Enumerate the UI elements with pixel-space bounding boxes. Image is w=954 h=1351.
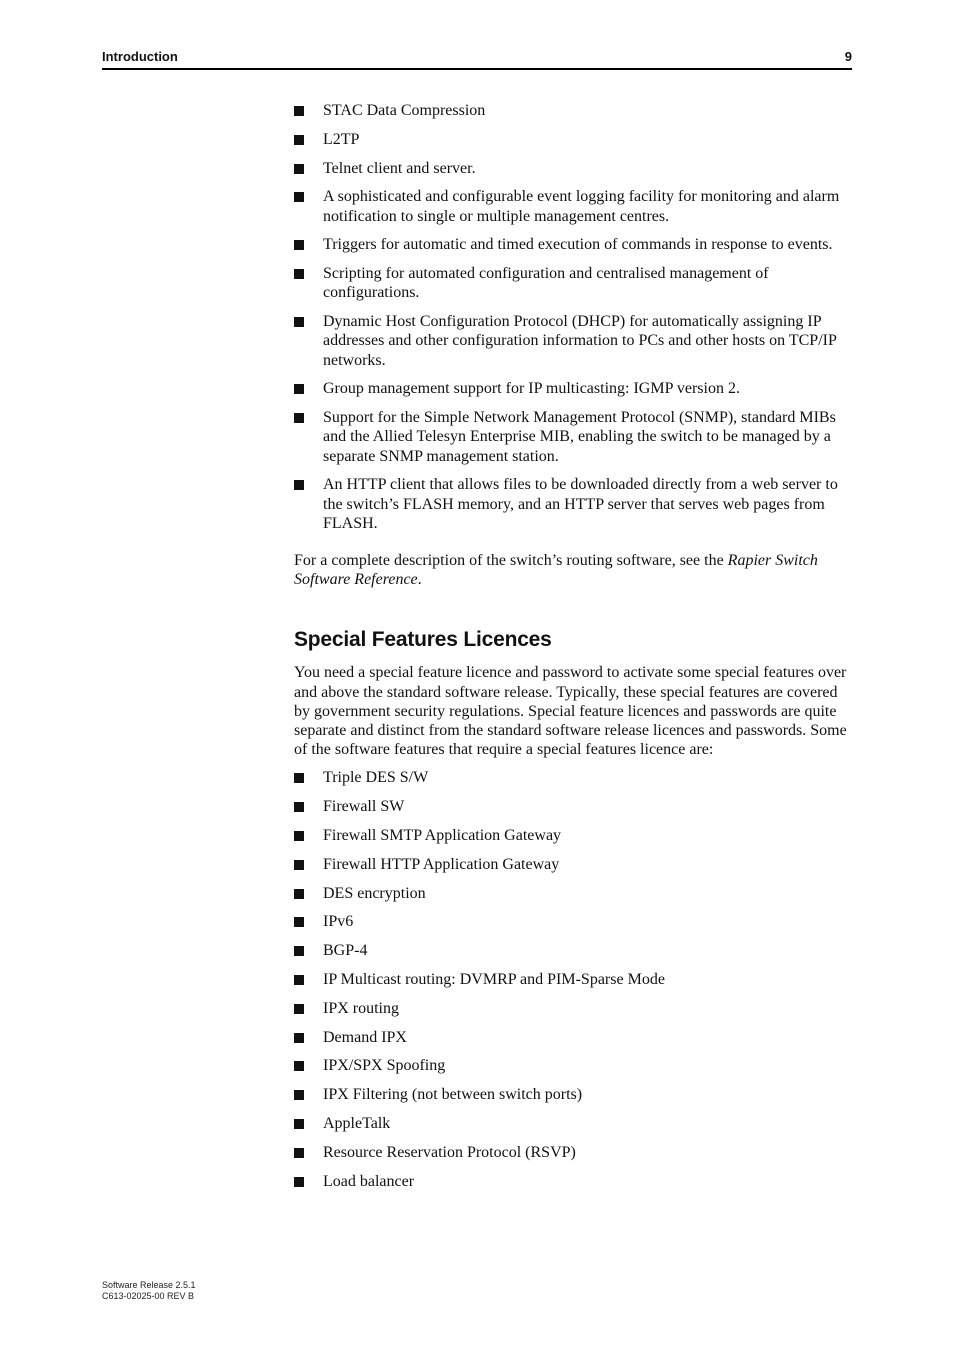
square-bullet-icon <box>294 773 304 783</box>
square-bullet-icon <box>294 860 304 870</box>
list-item <box>294 999 854 1018</box>
section-heading: Special Features Licences <box>294 628 552 652</box>
list-item <box>294 187 854 225</box>
list-item-text: Dynamic Host Configuration Protocol (DHCP) for automatically assigning IP addresses and other configuration information to PCs and other hosts on TCP/IP networks. <box>323 313 837 369</box>
list-item-text: IPX routing <box>323 999 399 1017</box>
list-item-text: Load balancer <box>323 1172 415 1190</box>
feature-list <box>294 101 854 533</box>
square-bullet-icon <box>294 1004 304 1014</box>
document-reference: Rapier Switch Software Reference <box>294 552 818 589</box>
list-item <box>294 912 854 931</box>
square-bullet-icon <box>294 1033 304 1043</box>
page-number: 9 <box>844 49 852 64</box>
list-item <box>294 408 854 466</box>
list-item <box>294 264 854 302</box>
list-item-text: An HTTP client that allows files to be downloaded directly from a web server to the switch’s FLASH memory, and an HTTP server that serves web pages from FLASH. <box>323 476 838 532</box>
paragraph-text: For a complete description of the switch’s routing software, see the <box>294 552 728 569</box>
square-bullet-icon <box>294 1119 304 1129</box>
list-item-text: Firewall SW <box>323 798 405 816</box>
list-item <box>294 159 854 178</box>
square-bullet-icon <box>294 946 304 956</box>
list-item-text: Triple DES S/W <box>323 769 429 787</box>
list-item-text: IPX/SPX Spoofing <box>323 1057 446 1075</box>
list-item <box>294 1028 854 1047</box>
document-code: C613-02025-00 REV B <box>102 1291 195 1301</box>
list-item-text: Triggers for automatic and timed execution of commands in response to events. <box>323 236 833 254</box>
list-item <box>294 312 854 370</box>
list-item-text: Group management support for IP multicasting: IGMP version 2. <box>323 380 740 398</box>
square-bullet-icon <box>294 831 304 841</box>
square-bullet-icon <box>294 135 304 145</box>
list-item <box>294 475 854 533</box>
list-item-text: Firewall SMTP Application Gateway <box>323 827 562 845</box>
list-item <box>294 235 854 254</box>
list-item-text: IPX Filtering (not between switch ports) <box>323 1086 583 1104</box>
list-item <box>294 1085 854 1104</box>
square-bullet-icon <box>294 1061 304 1071</box>
section-paragraph: You need a special feature licence and password to activate some special features over and above the standard software release. Typically, these special features are covered by government security regulations. Special feature licences and passwords are quite separate and distinct from the standard software release licences and passwords. Some of the software features that require a special features licence are: <box>294 664 847 759</box>
list-item-text: Telnet client and server. <box>323 159 476 177</box>
square-bullet-icon <box>294 1148 304 1158</box>
square-bullet-icon <box>294 269 304 279</box>
list-item <box>294 101 854 120</box>
software-release: Software Release 2.5.1 <box>102 1280 196 1290</box>
list-item-text: Support for the Simple Network Management Protocol (SNMP), standard MIBs and the Allied Telesyn Enterprise MIB, enabling the switch to be managed by a separate SNMP management station. <box>323 409 836 465</box>
header-title: Introduction <box>102 49 178 64</box>
routing-reference-paragraph <box>294 551 854 589</box>
paragraph-text-end: . <box>417 571 422 589</box>
square-bullet-icon <box>294 975 304 985</box>
list-item <box>294 768 854 787</box>
square-bullet-icon <box>294 192 304 202</box>
list-item-text: A sophisticated and configurable event logging facility for monitoring and alarm notification to single or multiple management centres. <box>323 188 840 225</box>
list-item-text: IP Multicast routing: DVMRP and PIM-Sparse Mode <box>323 971 665 988</box>
square-bullet-icon <box>294 917 304 927</box>
list-item-text: DES encryption <box>323 884 426 902</box>
list-item <box>294 826 854 845</box>
square-bullet-icon <box>294 106 304 116</box>
list-item-text: AppleTalk <box>323 1114 391 1132</box>
square-bullet-icon <box>294 413 304 423</box>
square-bullet-icon <box>294 802 304 812</box>
list-item <box>294 379 854 398</box>
square-bullet-icon <box>294 889 304 899</box>
list-item-text: Demand IPX <box>323 1028 407 1046</box>
list-item <box>294 855 854 874</box>
list-item-text: Resource Reservation Protocol (RSVP) <box>323 1143 576 1161</box>
licence-feature-list <box>294 768 854 1190</box>
list-item <box>294 130 854 149</box>
square-bullet-icon <box>294 164 304 174</box>
square-bullet-icon <box>294 317 304 327</box>
list-item <box>294 1172 854 1191</box>
list-item <box>294 970 854 989</box>
list-item-text: BGP-4 <box>323 942 368 960</box>
list-item <box>294 941 854 960</box>
list-item-text: STAC Data Compression <box>323 102 486 119</box>
page-content <box>294 100 854 1200</box>
list-item-text: L2TP <box>323 130 360 148</box>
list-item <box>294 797 854 816</box>
page-footer <box>102 1280 196 1302</box>
square-bullet-icon <box>294 240 304 250</box>
list-item <box>294 1143 854 1162</box>
list-item-text: Scripting for automated configuration and centralised management of configurations. <box>323 265 769 302</box>
list-item-text: Firewall HTTP Application Gateway <box>323 855 560 873</box>
square-bullet-icon <box>294 384 304 394</box>
square-bullet-icon <box>294 480 304 490</box>
running-header <box>102 48 852 70</box>
list-item <box>294 1114 854 1133</box>
square-bullet-icon <box>294 1090 304 1100</box>
square-bullet-icon <box>294 1177 304 1187</box>
list-item <box>294 1056 854 1075</box>
list-item-text: IPv6 <box>323 913 354 931</box>
list-item <box>294 884 854 903</box>
